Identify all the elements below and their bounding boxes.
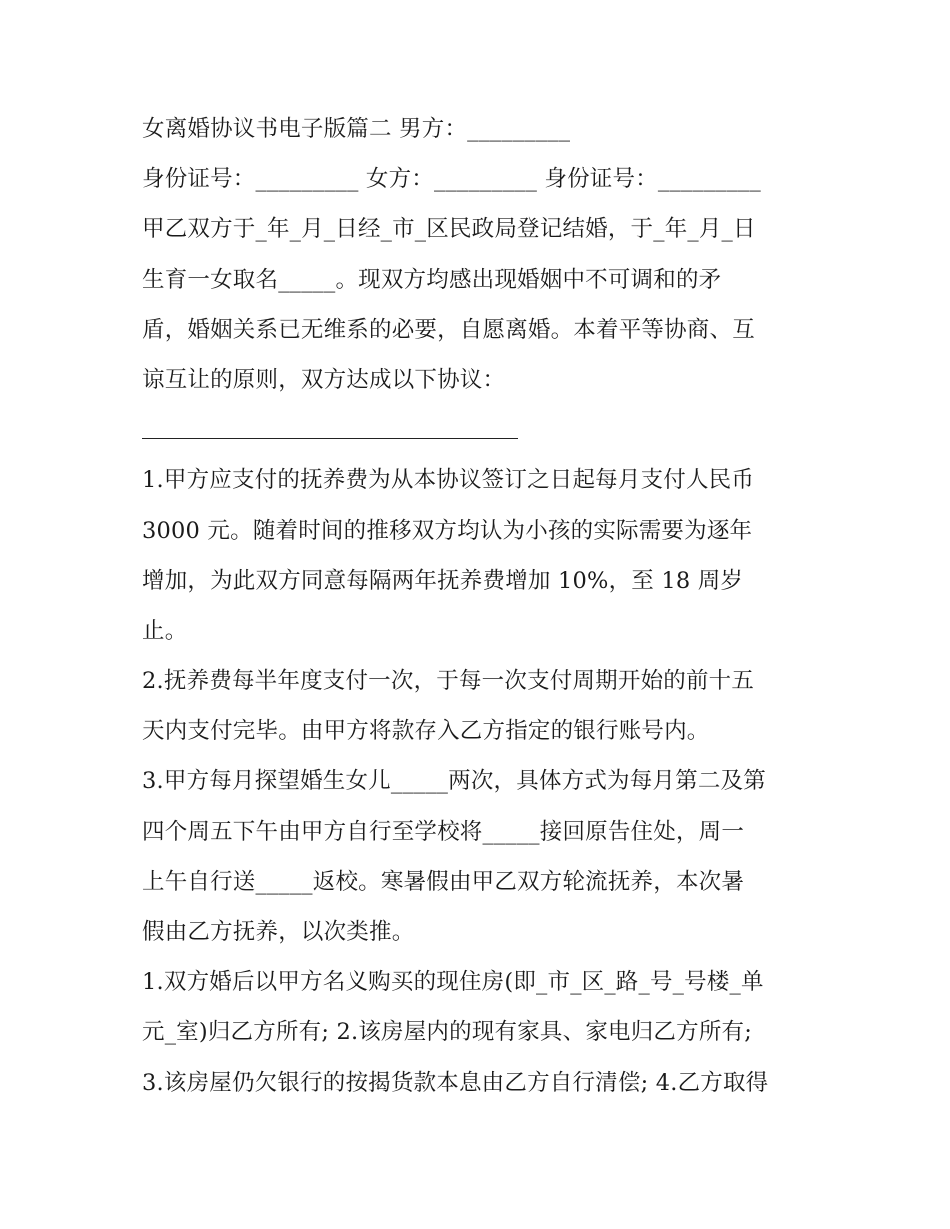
text-line-id-fields: 身份证号：_________ 女方：_________ 身份证号：_________ bbox=[142, 166, 761, 193]
text-line: 3.该房屋仍欠银行的按揭货款本息由乙方自行清偿; 4.乙方取得 bbox=[142, 1069, 769, 1096]
text-line: 生育一女取名_____。现双方均感出现婚姻中不可调和的矛 bbox=[142, 266, 722, 293]
text-line: 止。 bbox=[142, 617, 188, 644]
text-line: 天内支付完毕。由甲方将款存入乙方指定的银行账号内。 bbox=[142, 718, 710, 745]
text-line: 3000 元。随着时间的推移双方均认为小孩的实际需要为逐年 bbox=[142, 517, 753, 544]
text-line: 四个周五下午由甲方自行至学校将_____接回原告住处，周一 bbox=[142, 818, 745, 845]
text-line-title: 女离婚协议书电子版篇二 男方：_________ bbox=[142, 116, 571, 142]
text-line-clause: 2.抚养费每半年度支付一次，于每一次支付周期开始的前十五 bbox=[142, 668, 755, 695]
text-line: 谅互让的原则，双方达成以下协议： bbox=[142, 366, 506, 393]
text-line: 增加，为此双方同意每隔两年抚养费增加 10%，至 18 周岁 bbox=[142, 567, 744, 594]
text-line-clause: 1.双方婚后以甲方名义购买的现住房(即_市_区_路_号_号楼_单 bbox=[142, 969, 764, 996]
document-body bbox=[142, 104, 822, 1108]
blank-line bbox=[142, 405, 822, 455]
text-line: 上午自行送_____返校。寒暑假由甲乙双方轮流抚养，本次暑 bbox=[142, 868, 745, 895]
text-line: 元_室)归乙方所有; 2.该房屋内的现有家具、家电归乙方所有; bbox=[142, 1019, 753, 1046]
text-line: 盾，婚姻关系已无维系的必要，自愿离婚。本着平等协商、互 bbox=[142, 316, 755, 343]
text-line-clause: 1.甲方应支付的抚养费为从本协议签订之日起每月支付人民币 bbox=[142, 467, 755, 494]
text-line: 甲乙双方于_年_月_日经_市_区民政局登记结婚，于_年_月_日 bbox=[142, 216, 756, 243]
text-line: 假由乙方抚养，以次类推。 bbox=[142, 919, 415, 945]
horizontal-rule bbox=[142, 438, 518, 439]
text-line-clause: 3.甲方每月探望婚生女儿_____两次，具体方式为每月第二及第 bbox=[142, 768, 766, 795]
